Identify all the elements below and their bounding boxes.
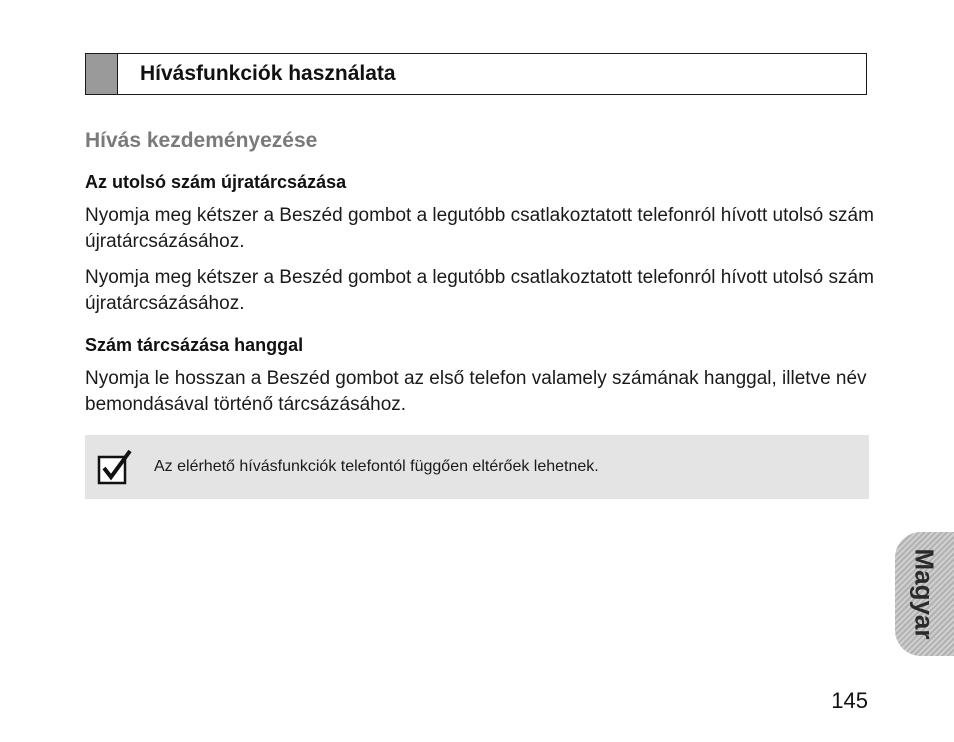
section-title: Hívásfunkciók használata bbox=[140, 62, 396, 85]
checkbox-check-icon bbox=[97, 449, 133, 485]
note-text: Az elérhető hívásfunkciók telefontól függően eltérőek lehetnek. bbox=[154, 458, 599, 475]
section-header bbox=[85, 53, 867, 95]
block-heading-redial: Az utolsó szám újratárcsázása bbox=[85, 172, 347, 192]
paragraph-redial-1: Nyomja meg kétszer a Beszéd gombot a legutóbb csatlakoztatott telefonról hívott utolsó szám újratárcsázásához. bbox=[85, 205, 874, 252]
note-box bbox=[85, 435, 869, 499]
subheading: Hívás kezdeményezése bbox=[85, 129, 318, 152]
language-tab-label: Magyar bbox=[909, 548, 940, 640]
paragraph-voice-dial: Nyomja le hosszan a Beszéd gombot az első telefon valamely számának hanggal, illetve név bemondásával történő tárcsázásához. bbox=[85, 368, 867, 415]
page-number: 145 bbox=[831, 688, 868, 713]
section-header-swatch bbox=[86, 54, 118, 94]
language-tab bbox=[895, 532, 954, 656]
paragraph-redial-2: Nyomja meg kétszer a Beszéd gombot a legutóbb csatlakoztatott telefonról hívott utolsó szám újratárcsázásához. bbox=[85, 267, 874, 314]
block-heading-voice-dial: Szám tárcsázása hanggal bbox=[85, 335, 304, 355]
